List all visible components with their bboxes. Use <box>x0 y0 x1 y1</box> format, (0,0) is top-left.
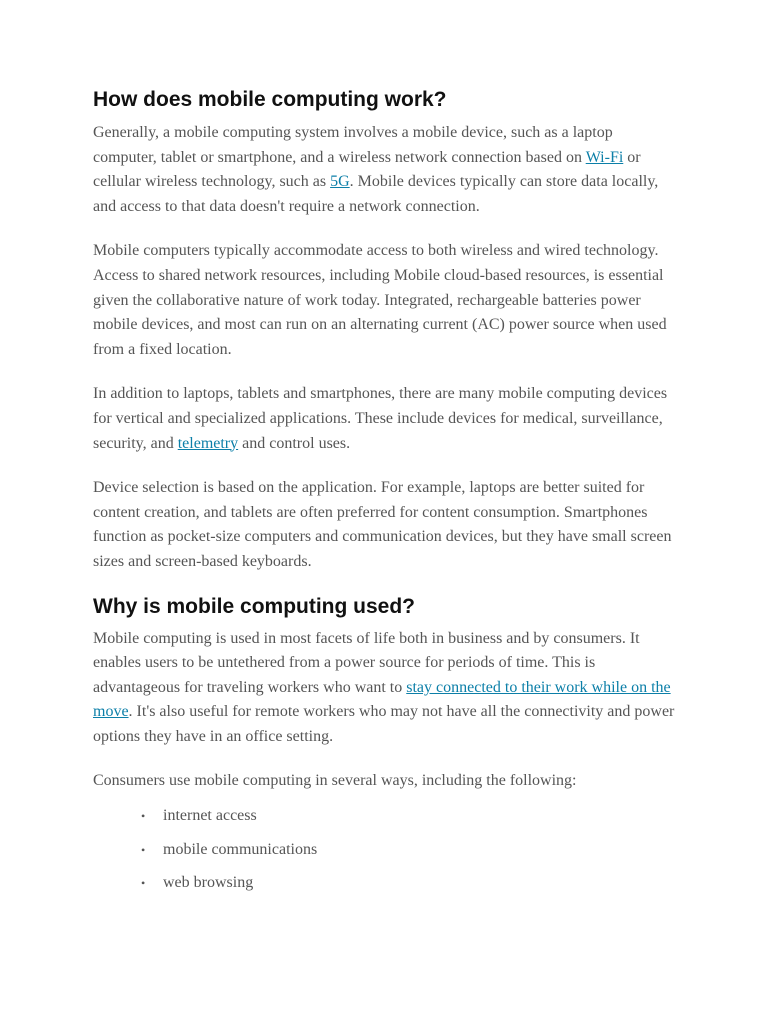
section-heading-how-it-works: How does mobile computing work? <box>93 88 447 111</box>
paragraph-specialized-devices <box>93 382 678 456</box>
paragraph-intro <box>93 121 678 219</box>
paragraph-text: . Mobile devices typically can store data locally, and access to that data doesn't require a network connection. <box>93 173 659 215</box>
paragraph-consumers: Consumers use mobile computing in several ways, including the following: <box>93 772 577 790</box>
bullet-icon: • <box>141 842 146 857</box>
paragraph-text: Generally, a mobile computing system involves a mobile device, such as a laptop computer, tablet or smartphone, and a wireless network connection based on <box>93 124 613 166</box>
paragraph-usage <box>93 627 678 750</box>
list-item-label: internet access <box>163 807 257 825</box>
article <box>93 86 678 907</box>
paragraph-text: Mobile computing is used in most facets of life both in business and by consumers. It enables users to be untethered from a power source for periods of time. This is advantageous for traveling workers who want to <box>93 629 640 696</box>
paragraph-text: In addition to laptops, tablets and smartphones, there are many mobile computing devices for vertical and specialized applications. These include devices for medical, surveillance, security, and <box>93 385 668 452</box>
paragraph-wired-wireless: Mobile computers typically accommodate access to both wireless and wired technology. Access to shared network resources, including Mobile cloud-based resources, is essential given the collaborative nature of work today. Integrated, rechargeable batteries power mobile devices, and most can run on an alternating current (AC) power source when used from a fixed location. <box>93 242 667 358</box>
wifi-link[interactable]: Wi-Fi <box>585 148 624 166</box>
bullet-icon: • <box>141 809 146 824</box>
telemetry-link[interactable]: telemetry <box>177 434 239 452</box>
bullet-icon: • <box>141 876 146 891</box>
5g-link[interactable]: 5G <box>330 173 350 191</box>
stay-connected-link[interactable]: stay connected to their work while on the move <box>93 678 671 721</box>
list-item-label: mobile communications <box>163 840 318 858</box>
paragraph-device-selection: Device selection is based on the application. For example, laptops are better suited for content creation, and tablets are often preferred for content consumption. Smartphones function as pocket-size computers and communication devices, but they have small screen sizes and screen-based keyboards. <box>93 479 672 570</box>
list-item <box>141 806 678 826</box>
paragraph-text: or cellular wireless technology, such as <box>93 148 641 191</box>
paragraph-text: and control uses. <box>238 434 351 452</box>
consumer-uses-list <box>93 806 678 893</box>
list-item-label: web browsing <box>163 874 254 892</box>
section-heading-why-used: Why is mobile computing used? <box>93 594 416 618</box>
list-item <box>141 873 678 893</box>
paragraph-text: . It's also useful for remote workers who may not have all the connectivity and power options they have in an office setting. <box>93 703 675 745</box>
list-item <box>141 840 678 860</box>
